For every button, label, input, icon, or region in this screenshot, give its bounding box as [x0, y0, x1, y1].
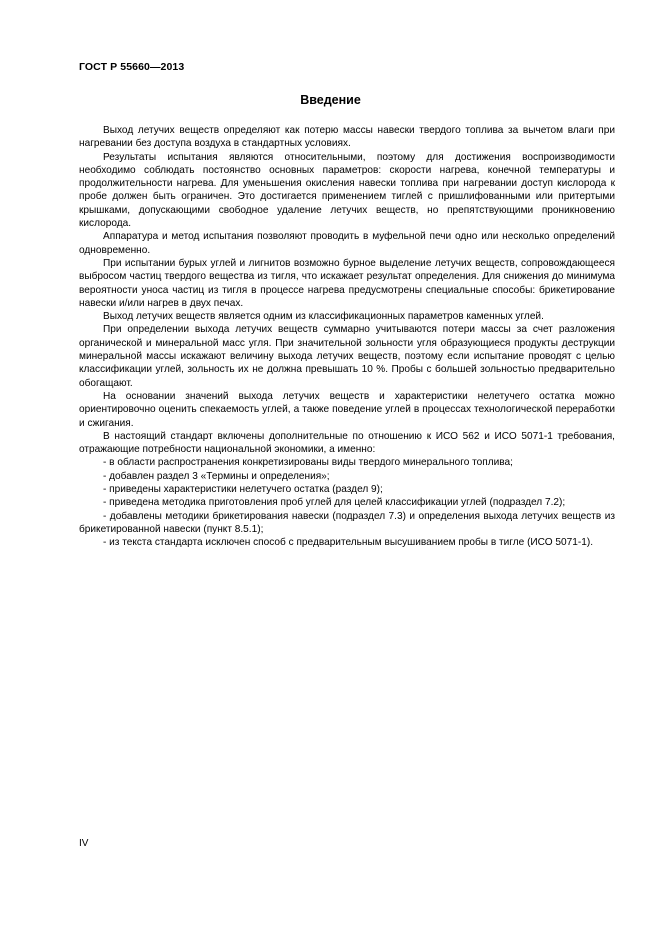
paragraph-classification: Выход летучих веществ является одним из классификационных параметров каменных углей.	[103, 311, 544, 323]
list-item: - в области распространения конкретизированы виды твердого минерального топлива;	[103, 457, 513, 469]
introduction-body	[79, 124, 615, 550]
paragraph-coking: На основании значений выхода летучих веществ и характеристики нелетучего остатка можно ориентировочно оценить спекаемость углей, а также поведение углей в процессах технологической переработки и сжигания.	[79, 390, 615, 429]
list-item: - приведены характеристики нелетучего остатка (раздел 9);	[103, 484, 383, 496]
document-header: ГОСТ Р 55660—2013	[79, 61, 185, 73]
paragraph-ash: При определении выхода летучих веществ суммарно учитываются потери массы за счет разложения органической и минеральной масс угля. При значительной зольности угля образующиеся продукты деструкции минеральной массы искажают величину выхода летучих веществ, поэтому если испытание проводят с целью классификации углей, зольность их не должна превышать 10 %. Пробы с большей зольностью предварительно обогащают.	[79, 324, 615, 389]
list-item: - добавлен раздел 3 «Термины и определения»;	[103, 470, 330, 482]
list-item: - из текста стандарта исключен способ с предварительным высушиванием пробы в тигле (ИСО 5071-1).	[103, 537, 593, 549]
paragraph-apparatus: Аппаратура и метод испытания позволяют проводить в муфельной печи одно или несколько определений одновременно.	[79, 231, 615, 256]
paragraph-lignite: При испытании бурых углей и лигнитов возможно бурное выделение летучих веществ, сопровождающееся выбросом частиц твердого вещества из тигля, что искажает результат определения. Для снижения до минимума вероятности уноса частиц из тигля в процессе нагрева предусмотрены специальные способы: брикетирование навески и/или нагрев в двух печах.	[79, 257, 615, 309]
page-number: IV	[79, 838, 89, 849]
paragraph-additions: В настоящий стандарт включены дополнительные по отношению к ИСО 562 и ИСО 5071-1 требования, отражающие потребности национальной экономики, а именно:	[79, 430, 615, 456]
paragraph-results: Результаты испытания являются относительными, поэтому для достижения воспроизводимости необходимо соблюдать постоянство основных параметров: скорости нагрева, конечной температуры и продолжительности нагрева. Для уменьшения окисления навески топлива при нагревании доступ кислорода к пробе должен быть ограничен. Это достигается применением тиглей с пришлифованными или притертыми крышками, допускающими свободное удаление летучих веществ, но препятствующими проникновению кислорода.	[79, 151, 615, 230]
paragraph-definition: Выход летучих веществ определяют как потерю массы навески твердого топлива за вычетом влаги при нагревании без доступа воздуха в стандартных условиях.	[79, 125, 615, 150]
list-item: - приведена методика приготовления проб углей для целей классификации углей (подраздел 7.2);	[103, 497, 566, 509]
section-title: Введение	[300, 93, 361, 107]
list-item: - добавлены методики брикетирования навески (подраздел 7.3) и определения выхода летучих веществ из брикетированной навески (пункт 8.5.1);	[79, 510, 615, 535]
